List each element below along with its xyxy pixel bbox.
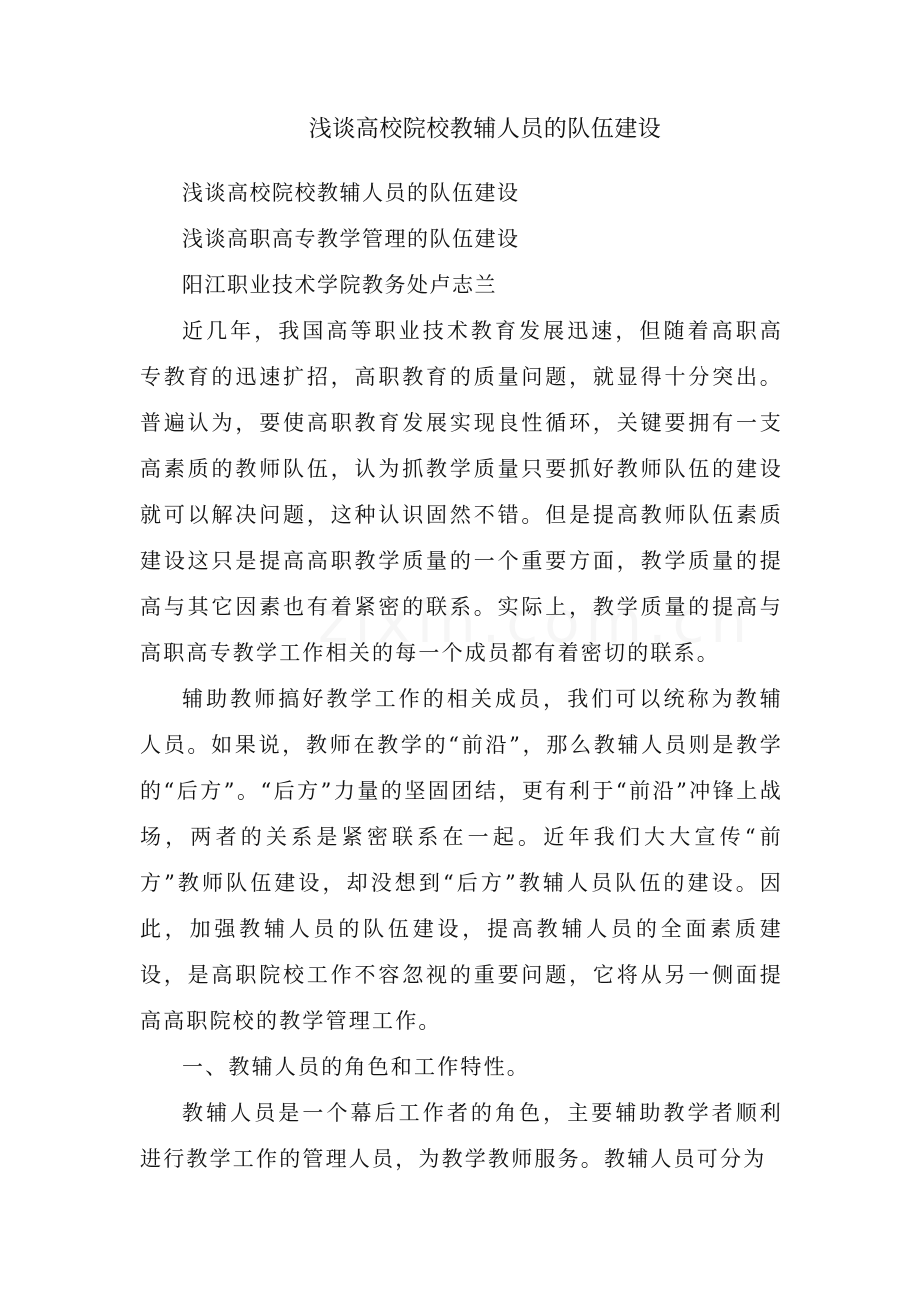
paragraph-author: 阳江职业技术学院教务处卢志兰 (182, 273, 497, 297)
paragraph-intro: 近几年，我国高等职业技术教育发展迅速，但随着高职高专教育的迅速扩招，高职教育的质量问题，就显得十分突出。普遍认为，要使高职教育发展实现良性循环，关键要拥有一支高素质的教师队伍，认为抓教学质量只要抓好教师队伍的建设就可以解决问题，这种认识固然不错。但是提高教师队伍素质建设这只是提高高职教学质量的一个重要方面，教学质量的提高与其它因素也有着紧密的联系。实际上，教学质量的提高与高职高专教学工作相关的每一个成员都有着密切的联系。 (140, 319, 783, 665)
paragraph-auxiliary-staff: 辅助教师搞好教学工作的相关成员，我们可以统称为教辅人员。如果说，教师在教学的“前沿”，那么教辅人员则是教学的“后方”。“后方”力量的坚固团结，更有利于“前沿”冲锋上战场，两者的关系是紧密联系在一起。近年我们大大宣传“前方”教师队伍建设，却没想到“后方”教辅人员队伍的建设。因此，加强教辅人员的队伍建设，提高教辅人员的全面素质建设，是高职院校工作不容忽视的重要问题，它将从另一侧面提高高职院校的教学管理工作。 (140, 687, 783, 1033)
paragraph-subtitle-2: 浅谈高职高专教学管理的队伍建设 (182, 227, 520, 251)
paragraph-section-heading: 一、教辅人员的角色和工作特性。 (182, 1055, 530, 1079)
document-title: 浅谈高校院校教辅人员的队伍建设 (308, 116, 662, 142)
paragraph-role-description: 教辅人员是一个幕后工作者的角色，主要辅助教学者顺利进行教学工作的管理人员，为教学教师服务。教辅人员可分为 (140, 1101, 783, 1171)
paragraph-subtitle-1: 浅谈高校院校教辅人员的队伍建设 (182, 181, 520, 205)
document-body (140, 170, 783, 1182)
